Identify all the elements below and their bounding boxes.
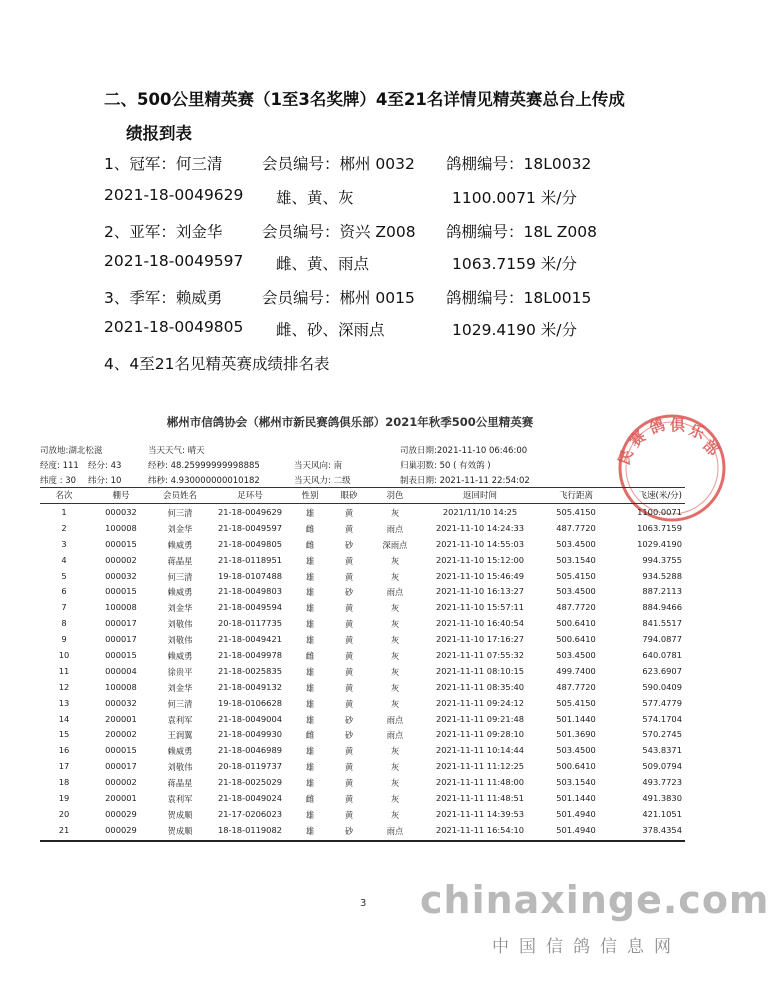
- table-row: [40, 680, 685, 696]
- cell-distance: 503.1540: [556, 554, 596, 565]
- cell-rank: 19: [58, 793, 70, 804]
- cell-speed: 590.0409: [642, 681, 682, 692]
- cell-return-time: 2021-11-11 08:10:15: [435, 665, 525, 676]
- cell-return-time: 2021-11-10 14:55:03: [435, 538, 525, 549]
- cell-feather-color: 灰: [390, 682, 400, 693]
- cell-rank: 6: [61, 586, 67, 597]
- cell-member-name: 刘金华: [167, 603, 193, 614]
- cell-rank: 15: [58, 729, 70, 740]
- cell-feather-color: 雨点: [386, 825, 404, 836]
- award-1-speed: 1100.0071 米/分: [452, 189, 577, 207]
- cell-speed: 934.5288: [642, 570, 682, 581]
- cell-speed: 1100.0071: [637, 507, 682, 517]
- table-row: [40, 505, 685, 521]
- cell-return-time: 2021-11-10 17:16:27: [435, 634, 525, 645]
- cell-ring-no: 21-18-0118951: [217, 554, 283, 565]
- cell-distance: 503.4500: [556, 586, 596, 597]
- ranking-note: 4、4至21名见精英赛成绩排名表: [104, 355, 330, 373]
- cell-loft-no: 000017: [105, 634, 137, 645]
- cell-speed: 543.8371: [642, 745, 682, 756]
- award-3-loft: 鸽棚编号：18L0015: [446, 289, 592, 307]
- award-3-ring: 2021-18-0049805: [104, 318, 244, 336]
- cell-speed: 570.2745: [642, 729, 682, 740]
- meta-made: 制表日期: 2021-11-11 22:54:02: [400, 476, 530, 486]
- cell-loft-no: 000015: [105, 745, 137, 756]
- cell-ring-no: 18-18-0119082: [217, 824, 283, 835]
- cell-return-time: 2021-11-11 11:12:25: [435, 761, 525, 772]
- meta-wind-dir: 当天风向: 南: [294, 461, 343, 471]
- cell-loft-no: 000015: [105, 586, 137, 597]
- cell-member-name: 贺成顺: [167, 825, 193, 836]
- table-header: [40, 489, 685, 503]
- cell-distance: 501.4940: [556, 824, 596, 835]
- col-return-time: 返回时间: [462, 491, 497, 501]
- cell-member-name: 赖威勇: [167, 746, 193, 757]
- cell-eye: 黄: [344, 555, 354, 566]
- col-sex: 性别: [301, 491, 319, 501]
- table-header-rule: [40, 503, 685, 504]
- cell-ring-no: 21-18-0049805: [217, 538, 283, 549]
- page-number: 3: [360, 898, 367, 909]
- cell-return-time: 2021-11-11 08:35:40: [435, 681, 525, 692]
- cell-member-name: 刘金华: [167, 523, 193, 534]
- award-2-speed: 1063.7159 米/分: [452, 255, 577, 273]
- cell-distance: 503.1540: [556, 777, 596, 788]
- cell-loft-no: 000032: [105, 507, 137, 517]
- cell-return-time: 2021-11-10 16:40:54: [435, 618, 525, 629]
- cell-feather-color: 灰: [390, 635, 400, 646]
- meta-lon: 经度: 111: [40, 461, 79, 471]
- cell-member-name: 何三清: [167, 698, 193, 709]
- table-title: 郴州市信鸽协会（郴州市新民赛鸽俱乐部）2021年秋季500公里精英赛: [166, 415, 534, 429]
- svg-text:俱: 俱: [670, 416, 686, 434]
- cell-sex: 雌: [305, 651, 315, 662]
- cell-return-time: 2021-11-11 11:48:00: [435, 777, 525, 788]
- cell-eye: 黄: [344, 603, 354, 614]
- cell-rank: 7: [61, 602, 67, 613]
- cell-sex: 雄: [305, 762, 315, 773]
- cell-eye: 砂: [344, 587, 354, 598]
- cell-rank: 10: [58, 650, 70, 661]
- cell-sex: 雌: [305, 539, 315, 550]
- watermark-subtitle: 中国信鸽信息网: [492, 937, 681, 957]
- cell-feather-color: 灰: [390, 603, 400, 614]
- cell-eye: 砂: [344, 714, 354, 725]
- cell-speed: 623.6907: [642, 665, 682, 676]
- meta-lon-min: 经分: 43: [88, 461, 122, 471]
- cell-member-name: 袁利军: [167, 794, 193, 805]
- cell-speed: 574.1704: [642, 713, 682, 724]
- meta-lon-sec: 经秒: 48.25999999998885: [148, 461, 260, 471]
- cell-ring-no: 21-18-0049629: [217, 507, 283, 517]
- cell-eye: 黄: [344, 523, 354, 534]
- meta-returned: 归巢羽数: 50 ( 有效鸽 ): [400, 461, 491, 471]
- cell-member-name: 王润翼: [167, 730, 193, 741]
- cell-eye: 黄: [344, 666, 354, 677]
- cell-ring-no: 21-18-0049930: [217, 729, 283, 740]
- table-row: [40, 743, 685, 759]
- cell-ring-no: 20-18-0119737: [217, 761, 283, 772]
- cell-feather-color: 灰: [390, 666, 400, 677]
- award-1-attr: 雄、黄、灰: [276, 189, 354, 207]
- cell-ring-no: 21-18-0046989: [217, 745, 283, 756]
- cell-rank: 2: [61, 522, 67, 533]
- col-speed: 飞速(米/分): [638, 491, 682, 501]
- cell-ring-no: 21-18-0049978: [217, 650, 283, 661]
- cell-sex: 雄: [305, 508, 315, 518]
- cell-eye: 黄: [344, 778, 354, 789]
- cell-feather-color: 灰: [390, 794, 400, 805]
- cell-distance: 501.1440: [556, 793, 596, 804]
- award-3-title: 3、季军：赖威勇: [104, 289, 223, 307]
- cell-loft-no: 000017: [105, 761, 137, 772]
- cell-return-time: 2021-11-11 16:54:10: [435, 824, 525, 835]
- cell-feather-color: 灰: [390, 778, 400, 789]
- award-1-loft: 鸽棚编号：18L0032: [446, 155, 592, 173]
- cell-distance: 500.6410: [556, 618, 596, 629]
- table-row: [40, 648, 685, 664]
- meta-lat-min: 纬分: 10: [88, 476, 122, 486]
- cell-member-name: 赖威勇: [167, 651, 193, 662]
- cell-speed: 794.0877: [642, 634, 682, 645]
- col-ring: 足环号: [237, 491, 263, 501]
- cell-eye: 黄: [344, 794, 354, 805]
- cell-ring-no: 21-18-0049132: [217, 681, 283, 692]
- cell-member-name: 刘敬伟: [167, 635, 193, 646]
- meta-site: 司放地:湖北松滋: [40, 446, 103, 456]
- cell-sex: 雌: [305, 730, 315, 741]
- cell-sex: 雄: [305, 619, 315, 630]
- cell-loft-no: 100008: [105, 522, 137, 533]
- cell-feather-color: 灰: [390, 746, 400, 757]
- award-1-member: 会员编号：郴州 0032: [262, 155, 415, 173]
- cell-return-time: 2021-11-11 09:28:10: [435, 729, 525, 740]
- svg-text:部: 部: [699, 436, 723, 460]
- cell-rank: 11: [58, 665, 70, 676]
- cell-distance: 503.4500: [556, 650, 596, 661]
- cell-feather-color: 雨点: [386, 730, 404, 741]
- cell-sex: 雄: [305, 635, 315, 646]
- award-2-loft: 鸽棚编号：18L Z008: [446, 223, 597, 241]
- cell-feather-color: 雨点: [386, 523, 404, 534]
- cell-member-name: 赖威勇: [167, 539, 193, 550]
- cell-eye: 黄: [344, 682, 354, 693]
- cell-sex: 雄: [305, 778, 315, 789]
- cell-feather-color: 雨点: [386, 714, 404, 725]
- cell-member-name: 蒋晶星: [167, 555, 193, 566]
- cell-feather-color: 深雨点: [382, 539, 408, 550]
- meta-weather: 当天天气: 晴天: [148, 446, 205, 456]
- cell-distance: 505.4150: [556, 570, 596, 581]
- cell-return-time: 2021-11-10 15:12:00: [435, 554, 525, 565]
- cell-speed: 378.4354: [642, 824, 682, 835]
- cell-loft-no: 000015: [105, 650, 137, 661]
- cell-rank: 17: [58, 761, 70, 772]
- cell-speed: 577.4779: [642, 697, 682, 708]
- cell-speed: 491.3830: [642, 793, 682, 804]
- award-2-title: 2、亚军：刘金华: [104, 223, 223, 241]
- cell-speed: 640.0781: [642, 650, 682, 661]
- cell-return-time: 2021-11-11 09:24:12: [435, 697, 525, 708]
- col-eye: 眼砂: [340, 491, 358, 501]
- cell-member-name: 何三清: [167, 508, 193, 518]
- cell-loft-no: 200001: [105, 713, 137, 724]
- award-3-member: 会员编号：郴州 0015: [262, 289, 415, 307]
- cell-ring-no: 21-18-0049421: [217, 634, 283, 645]
- cell-rank: 12: [58, 681, 70, 692]
- cell-distance: 499.7400: [556, 665, 596, 676]
- cell-sex: 雄: [305, 682, 315, 693]
- award-2-ring: 2021-18-0049597: [104, 252, 244, 270]
- cell-rank: 8: [61, 618, 67, 629]
- cell-feather-color: 灰: [390, 762, 400, 773]
- cell-return-time: 2021-11-11 14:39:53: [435, 808, 525, 819]
- col-color: 羽色: [386, 491, 404, 501]
- cell-sex: 雄: [305, 555, 315, 566]
- cell-loft-no: 000029: [105, 824, 137, 835]
- table-row: [40, 537, 685, 553]
- cell-eye: 黄: [344, 762, 354, 773]
- cell-distance: 503.4500: [556, 745, 596, 756]
- cell-rank: 3: [61, 538, 67, 549]
- cell-speed: 887.2113: [642, 586, 682, 597]
- table-row: [40, 632, 685, 648]
- table-row: [40, 791, 685, 807]
- cell-sex: 雄: [305, 746, 315, 757]
- cell-return-time: 2021-11-11 10:14:44: [435, 745, 525, 756]
- table-row: [40, 600, 685, 616]
- cell-distance: 487.7720: [556, 602, 596, 613]
- cell-rank: 16: [58, 745, 70, 756]
- cell-ring-no: 21-18-0049594: [217, 602, 283, 613]
- section-heading-cont: 绩报到表: [126, 124, 192, 143]
- cell-speed: 421.1051: [642, 808, 682, 819]
- cell-sex: 雌: [305, 523, 315, 534]
- col-rank: 名次: [55, 491, 73, 501]
- cell-sex: 雌: [305, 794, 315, 805]
- cell-eye: 砂: [344, 539, 354, 550]
- cell-return-time: 2021-11-11 11:48:51: [435, 793, 525, 804]
- award-2-member: 会员编号：资兴 Z008: [262, 223, 416, 241]
- table-body: [40, 505, 685, 839]
- table-row: [40, 584, 685, 600]
- cell-member-name: 刘敬伟: [167, 762, 193, 773]
- table-row: [40, 823, 685, 839]
- cell-member-name: 徐贵平: [167, 666, 193, 677]
- cell-ring-no: 21-18-0049597: [217, 522, 283, 533]
- cell-loft-no: 000032: [105, 570, 137, 581]
- table-row: [40, 521, 685, 537]
- cell-sex: 雄: [305, 714, 315, 725]
- award-3-speed: 1029.4190 米/分: [452, 321, 577, 339]
- col-member: 会员姓名: [162, 491, 197, 501]
- cell-sex: 雄: [305, 809, 315, 820]
- table-row: [40, 759, 685, 775]
- table-row: [40, 807, 685, 823]
- cell-ring-no: 21-17-0206023: [217, 808, 283, 819]
- cell-loft-no: 000029: [105, 808, 137, 819]
- meta-wind-force: 当天风力: 二级: [294, 476, 351, 486]
- watermark-logo: chinaxinge.com: [420, 878, 770, 922]
- cell-rank: 20: [58, 808, 70, 819]
- cell-return-time: 2021-11-10 15:57:11: [435, 602, 525, 613]
- cell-speed: 509.0794: [642, 761, 682, 772]
- cell-feather-color: 灰: [390, 651, 400, 662]
- cell-return-time: 2021-11-10 16:13:27: [435, 586, 525, 597]
- cell-feather-color: 灰: [390, 508, 400, 518]
- meta-lat-sec: 纬秒: 4.930000000010182: [148, 476, 260, 486]
- cell-eye: 黄: [344, 809, 354, 820]
- svg-text:乐: 乐: [686, 420, 707, 443]
- cell-distance: 500.6410: [556, 634, 596, 645]
- award-2-attr: 雌、黄、雨点: [276, 255, 370, 273]
- meta-release: 司放日期:2021-11-10 06:46:00: [400, 446, 528, 456]
- table-row: [40, 616, 685, 632]
- svg-text:民: 民: [614, 447, 637, 468]
- cell-ring-no: 19-18-0107488: [217, 570, 283, 581]
- cell-rank: 14: [58, 713, 70, 724]
- award-1-title: 1、冠军：何三清: [104, 155, 223, 173]
- cell-sex: 雄: [305, 571, 315, 582]
- cell-distance: 501.4940: [556, 808, 596, 819]
- table-row: [40, 696, 685, 712]
- cell-rank: 21: [58, 824, 70, 835]
- cell-feather-color: 灰: [390, 571, 400, 582]
- cell-loft-no: 000004: [105, 665, 137, 676]
- cell-feather-color: 灰: [390, 619, 400, 630]
- cell-ring-no: 20-18-0117735: [217, 618, 283, 629]
- award-3-attr: 雌、砂、深雨点: [276, 321, 385, 339]
- cell-rank: 9: [61, 634, 67, 645]
- cell-eye: 砂: [344, 730, 354, 741]
- cell-return-time: 2021/11/10 14:25: [442, 507, 518, 517]
- cell-loft-no: 100008: [105, 602, 137, 613]
- cell-member-name: 蒋晶星: [167, 778, 193, 789]
- cell-loft-no: 000002: [105, 554, 137, 565]
- cell-feather-color: 灰: [390, 809, 400, 820]
- cell-loft-no: 000015: [105, 538, 137, 549]
- cell-rank: 4: [61, 554, 67, 565]
- cell-sex: 雄: [305, 666, 315, 677]
- award-1-ring: 2021-18-0049629: [104, 186, 244, 204]
- cell-return-time: 2021-11-11 07:55:32: [435, 650, 525, 661]
- cell-return-time: 2021-11-11 09:21:48: [435, 713, 525, 724]
- cell-distance: 505.4150: [556, 507, 596, 517]
- cell-member-name: 贺成顺: [167, 809, 193, 820]
- cell-distance: 501.1440: [556, 713, 596, 724]
- cell-eye: 黄: [344, 698, 354, 709]
- cell-loft-no: 000002: [105, 777, 137, 788]
- cell-return-time: 2021-11-10 14:24:33: [435, 522, 525, 533]
- table-row: [40, 775, 685, 791]
- cell-loft-no: 200002: [105, 729, 137, 740]
- table-top-rule: [40, 487, 685, 488]
- cell-rank: 5: [61, 570, 67, 581]
- cell-return-time: 2021-11-10 15:46:49: [435, 570, 525, 581]
- cell-speed: 841.5517: [642, 618, 682, 629]
- cell-ring-no: 21-18-0049803: [217, 586, 283, 597]
- cell-loft-no: 000017: [105, 618, 137, 629]
- cell-ring-no: 19-18-0106628: [217, 697, 283, 708]
- cell-sex: 雄: [305, 587, 315, 598]
- cell-feather-color: 灰: [390, 698, 400, 709]
- cell-member-name: 袁利军: [167, 714, 193, 725]
- cell-rank: 18: [58, 777, 70, 788]
- cell-feather-color: 灰: [390, 555, 400, 566]
- cell-feather-color: 雨点: [386, 587, 404, 598]
- cell-speed: 493.7723: [642, 777, 682, 788]
- cell-loft-no: 200001: [105, 793, 137, 804]
- cell-speed: 994.3755: [642, 554, 682, 565]
- cell-speed: 1029.4190: [637, 538, 682, 549]
- section-heading: 二、500公里精英赛（1至3名奖牌）4至21名详情见精英赛总台上传成: [104, 90, 625, 109]
- cell-ring-no: 21-18-0049004: [217, 713, 283, 724]
- table-row: [40, 664, 685, 680]
- cell-member-name: 赖威勇: [167, 587, 193, 598]
- cell-rank: 1: [61, 507, 67, 517]
- meta-lat: 纬度 : 30: [40, 476, 77, 486]
- table-row: [40, 727, 685, 743]
- cell-rank: 13: [58, 697, 70, 708]
- cell-distance: 487.7720: [556, 522, 596, 533]
- cell-member-name: 刘敬伟: [167, 619, 193, 630]
- cell-eye: 砂: [344, 825, 354, 836]
- cell-sex: 雄: [305, 698, 315, 709]
- cell-speed: 1063.7159: [637, 522, 682, 533]
- cell-member-name: 何三清: [167, 571, 193, 582]
- cell-eye: 黄: [344, 746, 354, 757]
- cell-sex: 雄: [305, 603, 315, 614]
- table-bottom-rule: [40, 840, 685, 842]
- cell-distance: 487.7720: [556, 681, 596, 692]
- cell-loft-no: 000032: [105, 697, 137, 708]
- cell-distance: 505.4150: [556, 697, 596, 708]
- col-loft: 棚号: [112, 491, 130, 501]
- cell-ring-no: 21-18-0049024: [217, 793, 283, 804]
- cell-eye: 黄: [344, 635, 354, 646]
- cell-distance: 501.3690: [556, 729, 596, 740]
- cell-distance: 503.4500: [556, 538, 596, 549]
- cell-speed: 884.9466: [642, 602, 682, 613]
- cell-eye: 黄: [344, 571, 354, 582]
- cell-loft-no: 100008: [105, 681, 137, 692]
- cell-sex: 雄: [305, 825, 315, 836]
- table-row: [40, 712, 685, 728]
- svg-text:赛: 赛: [626, 427, 650, 451]
- cell-ring-no: 21-18-0025029: [217, 777, 283, 788]
- cell-member-name: 刘金华: [167, 682, 193, 693]
- cell-eye: 黄: [344, 651, 354, 662]
- col-distance: 飞行距离: [558, 491, 593, 501]
- cell-ring-no: 21-18-0025835: [217, 665, 283, 676]
- svg-text:鸽: 鸽: [647, 415, 668, 438]
- cell-distance: 500.6410: [556, 761, 596, 772]
- table-row: [40, 569, 685, 585]
- cell-eye: 黄: [344, 619, 354, 630]
- cell-eye: 黄: [344, 508, 354, 518]
- table-row: [40, 553, 685, 569]
